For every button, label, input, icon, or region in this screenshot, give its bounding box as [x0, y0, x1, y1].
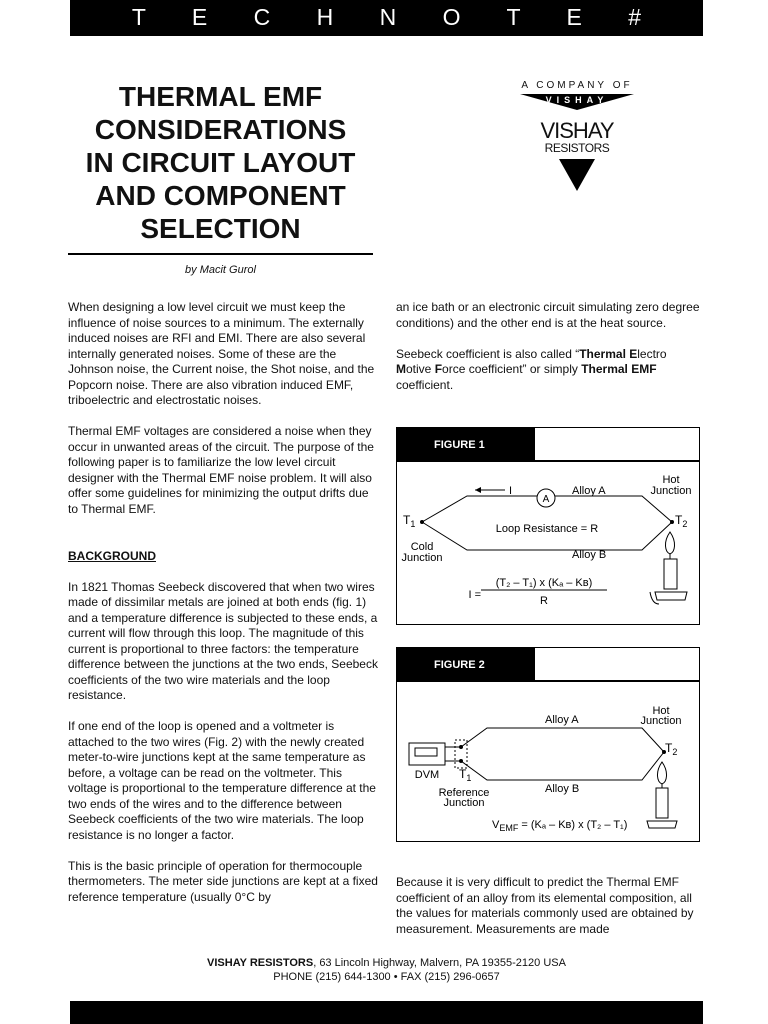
footer-bar [70, 1001, 703, 1024]
figure-2 [396, 647, 700, 842]
t2-label: $T_2$ [665, 741, 678, 757]
current-label: I [509, 485, 513, 497]
bold-run: Thermal EMF [581, 362, 657, 376]
figure-1 [396, 427, 700, 625]
alloy-b-label: Alloy B [572, 549, 607, 561]
document-title [68, 80, 373, 245]
text-run: otive [406, 362, 435, 376]
candle-holder-icon [647, 821, 677, 828]
cold-junction-label: Junction [401, 552, 443, 564]
candle-body-icon [664, 559, 677, 589]
paragraph: When designing a low level circuit we must keep the influence of noise sources to a minimum. The externally induced noises are RFI and EMI. There are also several internally generated noises. Some of these are the Johnson noise, the Current noise, the Shot noise, and the Popcorn noise. There are also vibration induced EMF, triboelectric and electrostatic noises. [68, 300, 375, 407]
logo-company-of: A COMPANY OF [521, 80, 633, 91]
right-column-continued [396, 875, 704, 953]
bold-run: F [434, 362, 443, 376]
hot-label: Hot [662, 474, 680, 486]
logo-resistors: RESISTORS [544, 141, 610, 155]
hot-junction-dot [670, 520, 674, 524]
loop-resistance-label: Loop Resistance = R [495, 523, 599, 535]
formula-numerator: (T₂ – T₁) x (Kₐ – Kʙ) [495, 577, 593, 589]
author-byline: by Macit Gurol [185, 264, 256, 276]
figure-label-text: FIGURE 1 [434, 439, 485, 451]
cold-label: Cold [410, 541, 434, 553]
paragraph [396, 347, 704, 394]
cold-junction-dot [420, 520, 424, 524]
alloy-a-wire [461, 728, 664, 752]
dvm-display-icon [415, 748, 437, 756]
paragraph: In 1821 Thomas Seebeck discovered that when two wires made of dissimilar metals are joined at both ends (fig. 1) and a temperature difference is subjected to these ends, a current will flow through this loop. The magnitude of this current is proportional to three factors: the temperature difference between the junctions at the two ends, Seebeck coefficients of the two wire materials and the loop resistance. [68, 579, 378, 702]
t2-label: $T_2$ [675, 513, 688, 529]
current-arrow-head-icon [475, 487, 481, 493]
title-line: AND COMPONENT [95, 180, 346, 211]
logo-band-text: VISHAY [545, 95, 609, 105]
technote-number: T E C H N O T E # 26 [131, 4, 662, 57]
logo-vishay: VISHAY [540, 118, 614, 143]
hot-junction-label: Junction [650, 485, 692, 497]
alloy-a-label: Alloy A [545, 714, 579, 726]
formula-i: I = [468, 589, 481, 601]
vemf-formula: $V_{EMF} = (K_a$ – Kʙ) x (T₂ – T₁) [492, 819, 628, 833]
alloy-b-label: Alloy B [545, 783, 580, 795]
hot-junction-label: Junction [640, 715, 682, 727]
right-column [396, 300, 704, 409]
thermocouple-loop-diagram [397, 428, 699, 624]
hot-label: Hot [652, 705, 670, 717]
paragraph: This is the basic principle of operation for thermocouple thermometers. The meter side junctions are kept at a fixed reference temperature (usually 0°C by [68, 858, 378, 904]
text-run: coefficient. [396, 377, 454, 392]
paragraph: an ice bath or an electronic circuit simulating zero degree conditions) and the other end is at the heat source. [396, 300, 700, 330]
formula-denominator: R [540, 595, 548, 607]
footer-address-text: , 63 Lincoln Highway, Malvern, PA 19355-2120 USA [313, 957, 566, 969]
text-run: orce coefficient” or simply [442, 362, 582, 376]
candle-body-icon [656, 788, 668, 818]
flame-icon [665, 532, 674, 554]
vishay-logo [518, 80, 636, 192]
footer-address [70, 956, 703, 970]
text-run: Seebeck coefficient is also called “ [396, 346, 580, 361]
section-heading: BACKGROUND [68, 548, 156, 563]
title-line: THERMAL EMF [118, 81, 323, 112]
technote-header-bar [70, 0, 703, 57]
paragraph: Thermal EMF voltages are considered a noise when they occur in unwanted areas of the circuit. The purpose of the following paper is to familiarize the low level circuit designer with the Thermal EMF noise problem. It will also offer some guidelines for minimizing the output drifts due to Thermal EMF. [68, 424, 374, 516]
title-line: IN CIRCUIT LAYOUT [85, 147, 356, 178]
t1-label: $T_1$ [403, 513, 416, 529]
alloy-a-label: Alloy A [572, 485, 606, 497]
reference-label: Reference [438, 787, 490, 799]
bold-run: M [396, 362, 406, 376]
reference-junction-label: Junction [443, 797, 485, 809]
dvm-icon [409, 743, 445, 765]
title-line: CONSIDERATIONS [94, 114, 347, 145]
figure-label-text: FIGURE 2 [434, 659, 485, 671]
ammeter-label: A [542, 494, 550, 505]
t1-label: $T_1$ [459, 767, 472, 783]
paragraph: Because it is very difficult to predict the Thermal EMF coefficient of an alloy from its elemental composition, all the values for materials commonly used are obtained by measurement. Measurements are made [396, 875, 694, 936]
text-run: lectro [637, 346, 667, 361]
footer-company: VISHAY RESISTORS [207, 957, 314, 969]
left-column [68, 300, 378, 921]
dvm-label: DVM [414, 769, 440, 781]
logo-triangle-icon [559, 159, 595, 191]
flame-icon [657, 762, 666, 784]
page-footer [70, 956, 703, 984]
alloy-b-wire [461, 752, 664, 780]
bold-run: Thermal E [579, 346, 638, 361]
title-rule [68, 253, 373, 255]
candle-holder-icon [655, 592, 687, 600]
footer-phone: PHONE (215) 644-1300 • FAX (215) 296-0657 [273, 971, 500, 983]
voltmeter-loop-diagram [397, 648, 699, 841]
paragraph: If one end of the loop is opened and a voltmeter is attached to the two wires (Fig. 2) with the newly created meter-to-wire junctions kept at the same temperature as before, a voltage can be read on the voltmeter. This voltage is proportional to the temperature difference at the two ends of the wires and to the difference between Seebeck coefficients of the two wire materials. The loop resistance is no longer a factor. [68, 719, 376, 842]
title-line: SELECTION [140, 213, 301, 244]
